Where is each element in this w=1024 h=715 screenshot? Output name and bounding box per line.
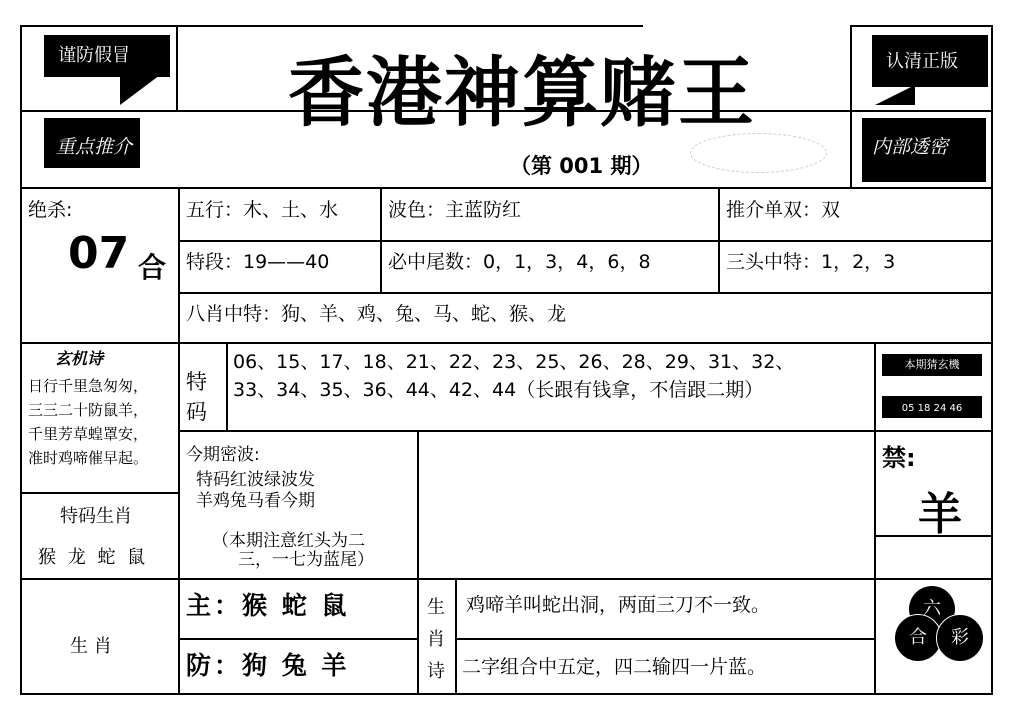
top-line: [178, 25, 643, 27]
kill-suffix: 合: [138, 251, 167, 284]
baxiao-text: 八肖中特：狗、羊、鸡、兔、马、蛇、猴、龙: [186, 303, 567, 325]
speech-tail-icon: [865, 85, 915, 105]
poem-label: [427, 592, 445, 688]
ban-value: 羊: [918, 489, 962, 540]
ban-label: 禁:: [882, 444, 916, 472]
kill-value: 07: [68, 228, 130, 279]
logo-char: 六: [909, 586, 955, 632]
badge-left-text: 谨防假冒: [58, 45, 130, 66]
tema-line-1: 06、15、17、18、21、22、23、25、26、28、29、31、32、: [233, 351, 795, 373]
bose-text: 波色：主蓝防红: [388, 199, 522, 221]
poem-line: 千里芳草蝗罩安，: [28, 425, 149, 443]
tmsx-value: 猴 龙 蛇 鼠: [38, 547, 149, 568]
sx-label: 生 肖: [70, 636, 112, 657]
tema-label-1: 特: [186, 370, 207, 394]
mibo-note-2: 三，一七为蓝尾）: [238, 550, 374, 570]
tema-label: [186, 367, 207, 427]
page-title: 香港神算赌王: [288, 48, 756, 137]
poem-label-char: 诗: [427, 661, 445, 682]
poem2-text: 二字组合中五定，四二输四一片蓝。: [462, 656, 767, 678]
poem-line: 准时鸡啼催早起。: [28, 449, 149, 467]
period-label: （第 001 期）: [510, 154, 653, 178]
logo-char: 合: [894, 614, 942, 662]
santou-text: 三头中特：1，2，3: [726, 251, 896, 273]
poem-line: 三三二十防鼠羊，: [28, 401, 149, 419]
sub-badge-left: [44, 118, 140, 168]
mibo-lines: [196, 470, 315, 512]
mibo-line: 特码红波绿波发: [196, 470, 315, 490]
poem-line: 日行千里急匆匆，: [28, 377, 149, 395]
divider: [850, 110, 852, 188]
poem-title: 玄机诗: [55, 349, 104, 368]
main-text: 主：猴 蛇 鼠: [186, 591, 350, 620]
fang-text: 防：狗 兔 羊: [186, 651, 350, 680]
wuxing-text: 五行：木、土、水: [186, 199, 339, 221]
stamp-icon: [690, 133, 827, 173]
badge-right-text: 认清正版: [886, 51, 958, 72]
danshuang-text: 推介单双：双: [726, 199, 841, 221]
poem-lines: [28, 374, 148, 470]
mibo-note-1: （本期注意红头为二: [212, 531, 365, 551]
poem1-text: 鸡啼羊叫蛇出洞，两面三刀不一致。: [466, 594, 771, 616]
kill-label: 绝杀:: [28, 199, 73, 221]
mibo-title: 今期密波:: [186, 445, 260, 465]
teduan-text: 特段：19——40: [186, 251, 330, 273]
tema-label-2: 码: [186, 400, 207, 424]
mibo-line: 羊鸡兔马看今期: [196, 491, 315, 511]
badge-right: [872, 35, 988, 87]
poem-label-char: 肖: [427, 629, 445, 650]
side-box-2: 05 18 24 46: [882, 396, 982, 418]
weishu-text: 必中尾数：0，1，3，4，6，8: [388, 251, 651, 273]
side-box-1: 本期猜玄機: [882, 354, 982, 376]
sub-badge-right-text: 内部透密: [872, 136, 949, 158]
blank-cell: [874, 535, 993, 580]
sub-badge-left-text: 重点推介: [56, 136, 133, 158]
tema-line-2: 33、34、35、36、44、42、44（长跟有钱拿，不信跟二期）: [233, 379, 764, 401]
speech-tail-icon: [120, 75, 170, 105]
badge-left: [44, 35, 170, 77]
sub-badge-right: [862, 118, 986, 182]
tmsx-label: 特码生肖: [60, 506, 132, 527]
logo-char: 彩: [936, 614, 984, 662]
poem-label-char: 生: [427, 597, 445, 618]
tema-numbers: [233, 348, 794, 404]
